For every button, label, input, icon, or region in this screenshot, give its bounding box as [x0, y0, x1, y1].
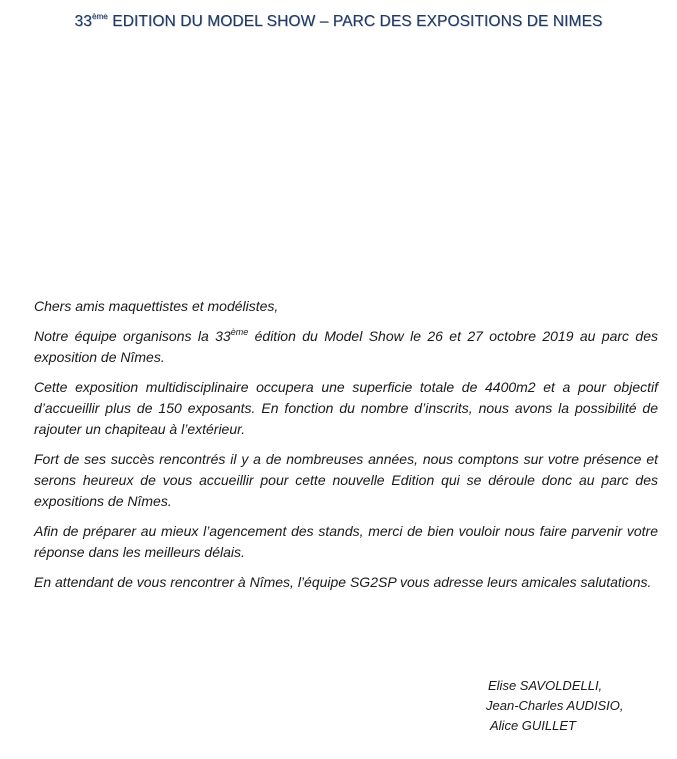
- document-title: [0, 12, 677, 31]
- paragraph-closing: En attendant de vous rencontrer à Nîmes, l’équipe SG2SP vous adresse leurs amicales salutations.: [34, 574, 652, 590]
- paragraph-edition-superscript: ème: [230, 327, 249, 337]
- signature-name: Jean-Charles AUDISIO,: [486, 698, 624, 713]
- paragraph-success: Fort de ses succès rencontrés il y a de nombreuses années, nous comptons sur votre présence et serons heureux de vous accueillir pour cette nouvelle Edition qui se déroule donc au parc des expositions de Nîmes.: [34, 451, 658, 509]
- signature-name: Elise SAVOLDELLI,: [488, 678, 603, 693]
- greeting: Chers amis maquettistes et modélistes,: [34, 298, 279, 314]
- letter-body: [34, 296, 658, 602]
- paragraph-edition-start: Notre équipe organisons la 33: [34, 328, 231, 344]
- title-number: 33: [74, 13, 92, 30]
- paragraph-edition-end: édition du Model Show le 26 et 27 octobre 2019 au parc des exposition de Nîmes.: [34, 328, 659, 365]
- paragraph-exhibition: Cette exposition multidisciplinaire occupera une superficie totale de 4400m2 et a pour objectif d’accueillir plus de 150 exposants. En fonction du nombre d’inscrits, nous avons la possibilité de rajouter un chapiteau à l’extérieur.: [34, 379, 658, 437]
- paragraph-edition: [34, 326, 658, 368]
- signature-name: Alice GUILLET: [490, 718, 576, 733]
- paragraph-response: Afin de préparer au mieux l’agencement des stands, merci de bien vouloir nous faire parvenir votre réponse dans les meilleurs délais.: [34, 523, 658, 560]
- signature-block: [488, 676, 624, 736]
- title-text: EDITION DU MODEL SHOW – PARC DES EXPOSITIONS DE NIMES: [107, 13, 603, 30]
- title-superscript: ème: [91, 12, 108, 21]
